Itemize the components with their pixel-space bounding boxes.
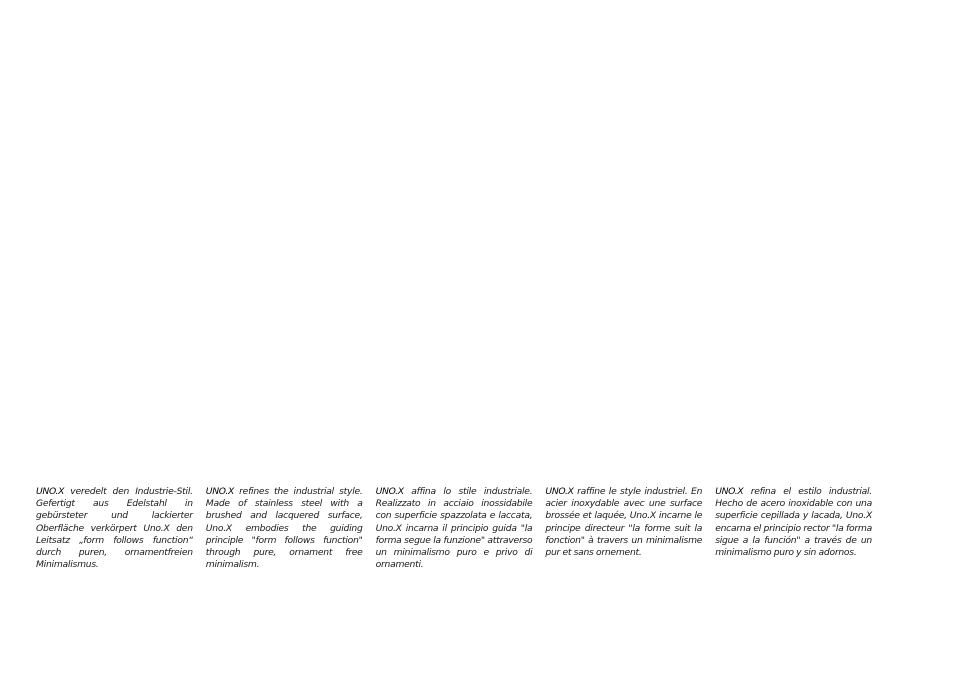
multilingual-description [36,486,872,571]
description-text: refina el estilo industrial. Hecho de acero inoxidable con una superficie cepillada y lacada, Uno.X encarna el principio rector "la forma sigue a la función" a través de un minimalismo puro y sin adornos. [715,486,872,559]
description-text: raffine le style industriel. En acier inoxydable avec une surface brossée et laquée, Uno.X incarne le principe directeur "la forme suit la fonction" à travers un minimalisme pur et sans ornement. [545,486,703,559]
brand-name: UNO.X [375,486,404,497]
description-german [36,486,193,571]
description-text: veredelt den Industrie-Stil. Gefertigt aus Edelstahl in gebürsteter und lackierter Oberfläche verkörpert Uno.X den Leitsatz „form follows function“ durch puren, ornamentfreien Minimalismus. [36,486,193,571]
brand-name: UNO.X [205,486,234,497]
description-text: refines the industrial style. Made of stainless steel with a brushed and lacquered surface, Uno.X embodies the guiding principle "form follows function" through pure, ornament free minimalism. [205,486,363,571]
brand-name: UNO.X [715,486,744,497]
description-italian [376,486,533,571]
description-french [545,486,702,571]
description-english [206,486,363,571]
brand-name: UNO.X [545,486,574,497]
description-spanish [715,486,872,571]
brand-name: UNO.X [36,486,65,497]
description-text: affina lo stile industriale. Realizzato in acciaio inossidabile con superficie spazzolata e laccata, Uno.X incarna il principio guida "la forma segue la funzione" attraverso un minimalismo puro e privo di ornamenti. [375,486,533,571]
